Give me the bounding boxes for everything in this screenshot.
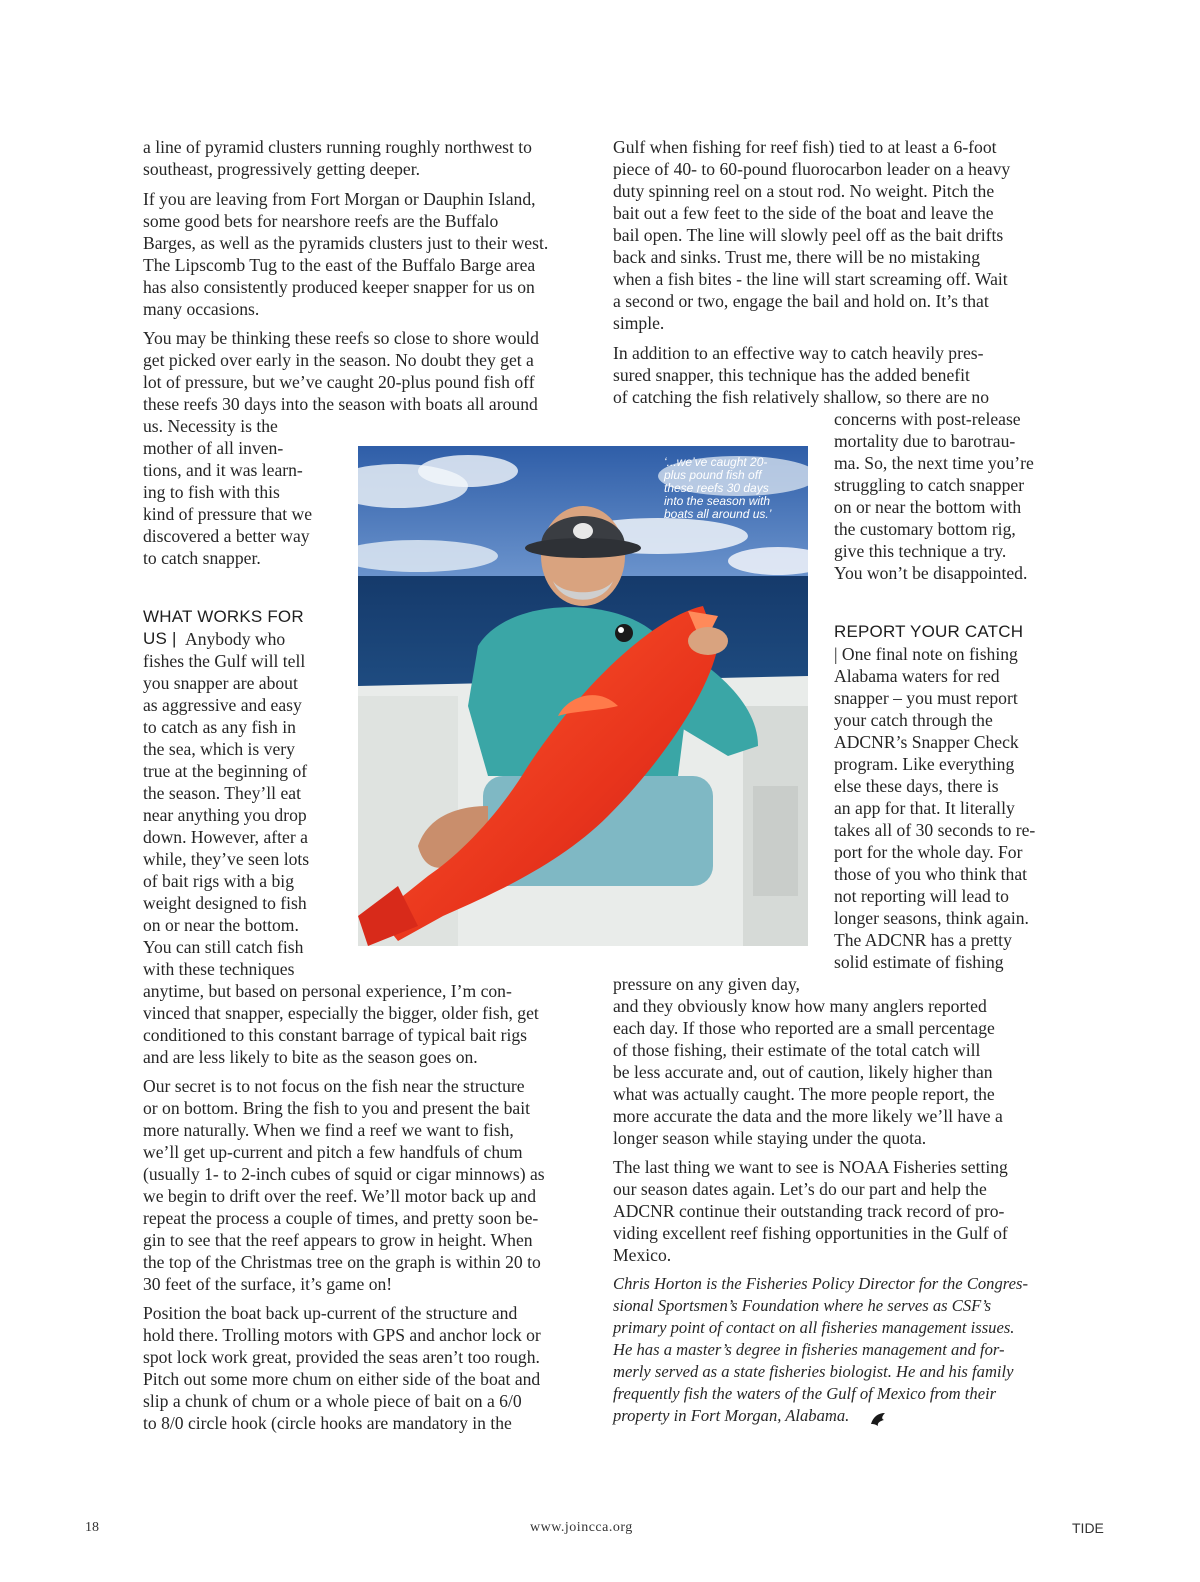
- lc-p4-line: down. However, after a: [143, 827, 308, 847]
- rc-p3-line: longer season while staying under the quota.: [613, 1128, 927, 1148]
- lc-p4-line: conditioned to this constant barrage of typical bait rigs: [143, 1025, 528, 1045]
- author-bio-line: primary point of contact on all fisheries management issues.: [613, 1318, 1015, 1337]
- rc-p1-line: piece of 40- to 60-pound fluorocarbon leader on a heavy: [613, 159, 1011, 179]
- pull-quote-line: boats all around us.’: [664, 507, 772, 521]
- rc-p2-line: of catching the fish relatively shallow, so there are no: [613, 387, 990, 407]
- lc-p2-line: some good bets for nearshore reefs are the Buffalo: [143, 211, 499, 231]
- author-bio-line: Chris Horton is the Fisheries Policy Director for the Congres-: [613, 1274, 1028, 1293]
- rc-p3-line: snapper – you must report: [834, 688, 1018, 708]
- section-heading-report-catch: REPORT YOUR CATCH: [834, 622, 1024, 641]
- rc-p2-line: In addition to an effective way to catch heavily pres-: [613, 343, 984, 363]
- rc-p1-line: Gulf when fishing for reef fish) tied to at least a 6-foot: [613, 137, 997, 157]
- rc-p3-line: and they obviously know how many anglers reported: [613, 996, 987, 1016]
- lc-p4-line: with these techniques: [143, 959, 295, 979]
- lc-p2-line: Barges, as well as the pyramids clusters just to their west.: [143, 233, 549, 253]
- pull-quote-line: these reefs 30 days: [664, 481, 769, 495]
- lc-p6-line: to 8/0 circle hook (circle hooks are mandatory in the: [143, 1413, 512, 1433]
- lc-p1-line: a line of pyramid clusters running roughly northwest to: [143, 137, 532, 157]
- rc-p1-line: simple.: [613, 313, 665, 333]
- section-heading-what-works-line: US |: [143, 629, 177, 648]
- lc-p5-line: 30 feet of the surface, it’s game on!: [143, 1274, 393, 1294]
- lc-p4-line: near anything you drop: [143, 805, 307, 825]
- lc-p4-line: on or near the bottom.: [143, 915, 299, 935]
- rc-p3-first-line: | One final note on fishing: [834, 644, 1018, 664]
- rc-p3-line: what was actually caught. The more people report, the: [613, 1084, 995, 1104]
- rc-p1-line: duty spinning reel on a stout rod. No weight. Pitch the: [613, 181, 995, 201]
- lc-p5-line: or on bottom. Bring the fish to you and present the bait: [143, 1098, 531, 1118]
- rc-p4-line: our season dates again. Let’s do our part and help the: [613, 1179, 987, 1199]
- rc-p3-line: more accurate the data and the more likely we’ll have a: [613, 1106, 1003, 1126]
- section-heading-what-works-line: WHAT WORKS FOR: [143, 607, 304, 626]
- lc-p5-line: gin to see that the reef appears to grow in height. When: [143, 1230, 533, 1250]
- lc-p4-first-line: Anybody who: [185, 629, 286, 649]
- lc-p4-line: to catch as any fish in: [143, 717, 296, 737]
- lc-p3-line: discovered a better way: [143, 526, 310, 546]
- lc-p3-line: these reefs 30 days into the season with boats all around: [143, 394, 538, 414]
- rc-p2-line: ma. So, the next time you’re: [834, 453, 1034, 473]
- lc-p3-line: kind of pressure that we: [143, 504, 313, 524]
- lc-p6-line: spot lock work great, provided the seas aren’t too rough.: [143, 1347, 540, 1367]
- author-bio-line: frequently fish the waters of the Gulf of Mexico from their: [613, 1384, 997, 1403]
- lc-p3-line: lot of pressure, but we’ve caught 20-plus pound fish off: [143, 372, 535, 392]
- rc-p3-line: not reporting will lead to: [834, 886, 1009, 906]
- lc-p5-line: (usually 1- to 2-inch cubes of squid or cigar minnows) as: [143, 1164, 545, 1184]
- rc-p3-line: your catch through the: [834, 710, 993, 730]
- footer-magazine-title: TIDE: [1072, 1520, 1104, 1536]
- rc-p3-line: else these days, there is: [834, 776, 999, 796]
- rc-p1-line: a second or two, engage the bail and hold on. It’s that: [613, 291, 989, 311]
- rc-p3-line: port for the whole day. For: [834, 842, 1023, 862]
- lc-p4-line: you snapper are about: [143, 673, 298, 693]
- rc-p2-line: sured snapper, this technique has the added benefit: [613, 365, 970, 385]
- lc-p5-line: the top of the Christmas tree on the graph is within 20 to: [143, 1252, 541, 1272]
- lc-p5-line: we’ll get up-current and pitch a few handfuls of chum: [143, 1142, 523, 1162]
- rc-p3-line: The ADCNR has a pretty: [834, 930, 1012, 950]
- lc-p5-line: more naturally. When we find a reef we want to fish,: [143, 1120, 514, 1140]
- lc-p3-line: You may be thinking these reefs so close to shore would: [143, 328, 539, 348]
- lc-p2-line: has also consistently produced keeper snapper for us on: [143, 277, 535, 297]
- lc-p3-line: mother of all inven-: [143, 438, 284, 458]
- lc-p2-line: The Lipscomb Tug to the east of the Buffalo Barge area: [143, 255, 536, 275]
- rc-p1-line: bail open. The line will slowly peel off as the bait drifts: [613, 225, 1004, 245]
- rc-p3-line: those of you who think that: [834, 864, 1028, 884]
- lc-p4-line: You can still catch fish: [143, 937, 304, 957]
- pull-quote-line: ‘...we’ve caught 20-: [664, 455, 768, 469]
- lc-p6-line: Position the boat back up-current of the structure and: [143, 1303, 518, 1323]
- lc-p4-line: weight designed to fish: [143, 893, 307, 913]
- lc-p5-line: repeat the process a couple of times, and pretty soon be-: [143, 1208, 539, 1228]
- lc-p3-line: us. Necessity is the: [143, 416, 278, 436]
- rc-p1-line: bait out a few feet to the side of the boat and leave the: [613, 203, 994, 223]
- lc-p2-line: many occasions.: [143, 299, 260, 319]
- lc-p4-line: and are less likely to bite as the season goes on.: [143, 1047, 478, 1067]
- author-bio-line: sional Sportsmen’s Foundation where he serves as CSF’s: [613, 1296, 992, 1315]
- rc-p4-line: Mexico.: [613, 1245, 672, 1265]
- rc-p3-line: of those fishing, their estimate of the total catch will: [613, 1040, 981, 1060]
- page-number: 18: [85, 1520, 99, 1535]
- rc-p3-line: an app for that. It literally: [834, 798, 1015, 818]
- lc-p4-line: vinced that snapper, especially the bigger, older fish, get: [143, 1003, 539, 1023]
- rc-p3-line: longer seasons, think again.: [834, 908, 1029, 928]
- rc-p2-line: concerns with post-release: [834, 409, 1021, 429]
- footer-website: www.joincca.org: [530, 1520, 633, 1535]
- angler-red-snapper-photo: [358, 446, 808, 946]
- lc-p4-line: as aggressive and easy: [143, 695, 302, 715]
- cca-end-mark-icon: [869, 1411, 887, 1427]
- lc-p4-line: the season. They’ll eat: [143, 783, 301, 803]
- lc-p4-line: while, they’ve seen lots: [143, 849, 310, 869]
- author-bio-line: merly served as a state fisheries biologist. He and his family: [613, 1362, 1014, 1381]
- lc-p4-line: true at the beginning of: [143, 761, 308, 781]
- lc-p1-line: southeast, progressively getting deeper.: [143, 159, 421, 179]
- author-bio-line: He has a master’s degree in fisheries management and for-: [613, 1340, 1005, 1359]
- rc-p4-line: ADCNR continue their outstanding track record of pro-: [613, 1201, 1005, 1221]
- lc-p5-line: Our secret is to not focus on the fish near the structure: [143, 1076, 525, 1096]
- rc-p3-line: each day. If those who reported are a small percentage: [613, 1018, 995, 1038]
- rc-p3-line: program. Like everything: [834, 754, 1015, 774]
- lc-p4-line: of bait rigs with a big: [143, 871, 294, 891]
- rc-p2-line: on or near the bottom with: [834, 497, 1022, 517]
- lc-p2-line: If you are leaving from Fort Morgan or Dauphin Island,: [143, 189, 536, 209]
- rc-p2-line: struggling to catch snapper: [834, 475, 1025, 495]
- lc-p4-line: fishes the Gulf will tell: [143, 651, 306, 671]
- rc-p3-line: pressure on any given day,: [613, 974, 800, 994]
- rc-p1-line: back and sinks. Trust me, there will be no mistaking: [613, 247, 980, 267]
- lc-p3-line: to catch snapper.: [143, 548, 261, 568]
- lc-p3-line: get picked over early in the season. No doubt they get a: [143, 350, 534, 370]
- photo-pull-quote: [664, 456, 804, 521]
- lc-p6-line: slip a chunk of chum or a whole piece of bait on a 6/0: [143, 1391, 522, 1411]
- rc-p2-line: give this technique a try.: [834, 541, 1007, 561]
- lc-p6-line: hold there. Trolling motors with GPS and anchor lock or: [143, 1325, 541, 1345]
- lc-p3-line: ing to fish with this: [143, 482, 280, 502]
- rc-p2-line: the customary bottom rig,: [834, 519, 1016, 539]
- lc-p6-line: Pitch out some more chum on either side of the boat and: [143, 1369, 541, 1389]
- rc-p3-line: solid estimate of fishing: [834, 952, 1004, 972]
- rc-p3-line: takes all of 30 seconds to re-: [834, 820, 1036, 840]
- rc-p2-line: mortality due to barotrau-: [834, 431, 1016, 451]
- rc-p1-line: when a fish bites - the line will start screaming off. Wait: [613, 269, 1008, 289]
- rc-p3-line: ADCNR’s Snapper Check: [834, 732, 1019, 752]
- lc-p5-line: we begin to drift over the reef. We’ll motor back up and: [143, 1186, 537, 1206]
- rc-p3-line: be less accurate and, out of caution, likely higher than: [613, 1062, 993, 1082]
- rc-p4-line: viding excellent reef fishing opportunities in the Gulf of: [613, 1223, 1008, 1243]
- rc-p4-line: The last thing we want to see is NOAA Fisheries setting: [613, 1157, 1008, 1177]
- lc-p4-line: the sea, which is very: [143, 739, 295, 759]
- pull-quote-line: into the season with: [664, 494, 771, 508]
- lc-p4-line: anytime, but based on personal experience, I’m con-: [143, 981, 512, 1001]
- author-bio-line: property in Fort Morgan, Alabama.: [613, 1406, 850, 1425]
- lc-p3-line: tions, and it was learn-: [143, 460, 303, 480]
- rc-p2-line: You won’t be disappointed.: [834, 563, 1028, 583]
- pull-quote-line: plus pound fish off: [664, 468, 762, 482]
- rc-p3-line: Alabama waters for red: [834, 666, 1000, 686]
